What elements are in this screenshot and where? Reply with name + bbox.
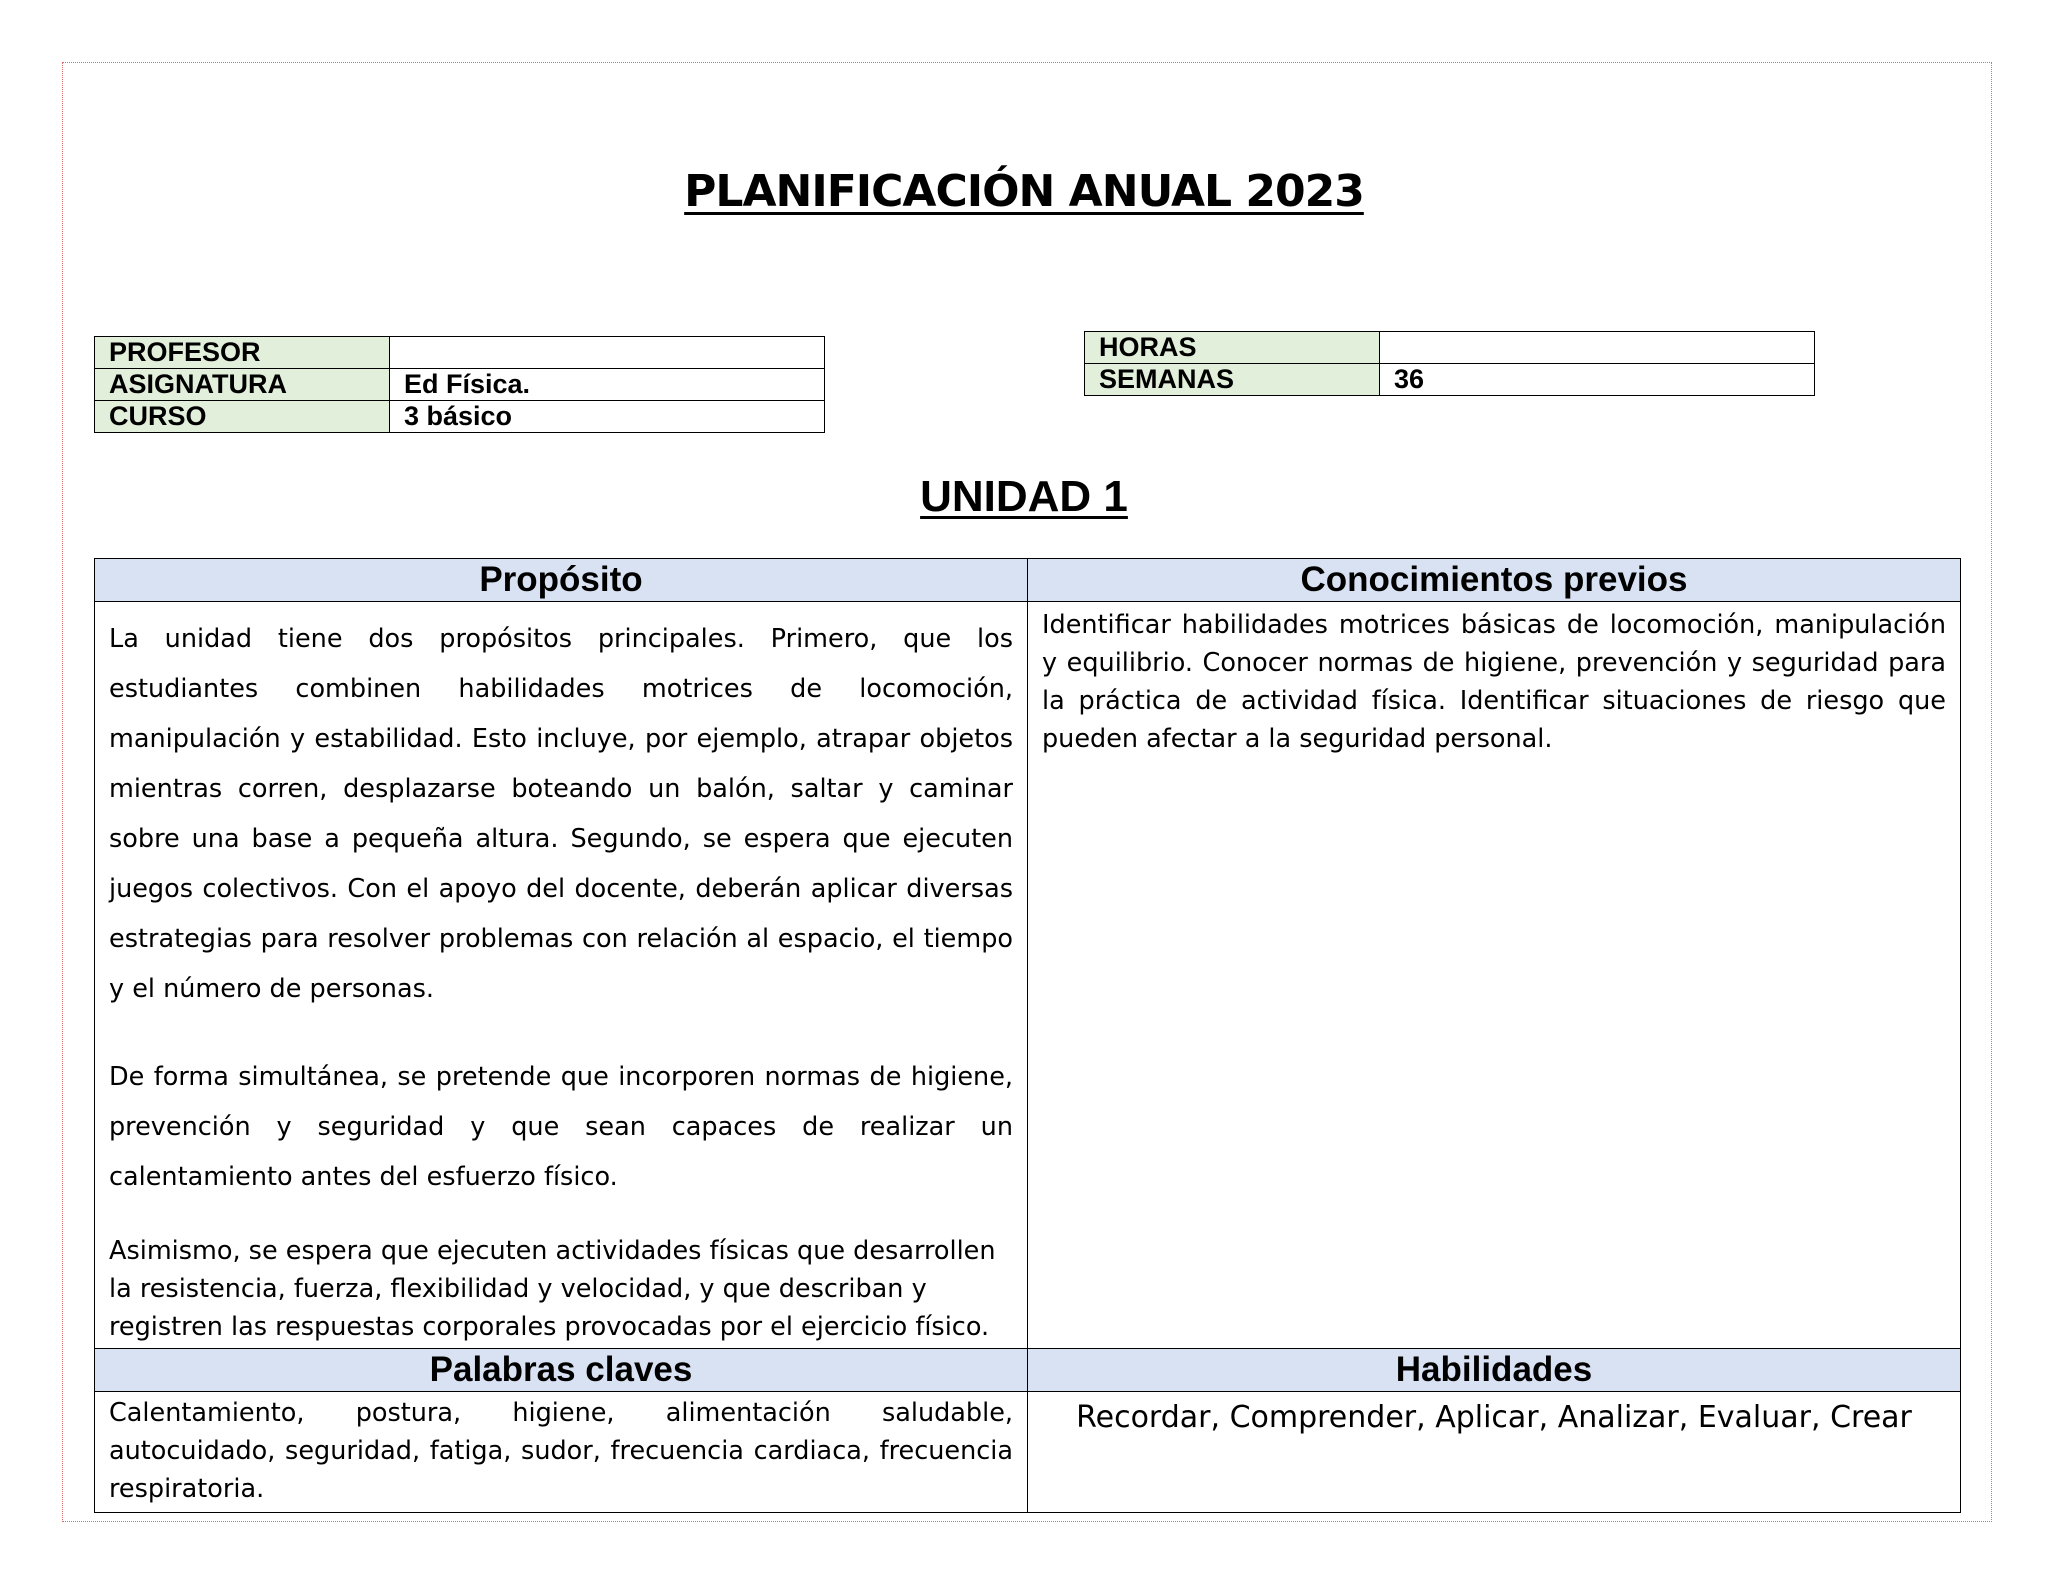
info-row-horas [1085,332,1815,364]
proposito-paragraph-3: Asimismo, se espera que ejecuten actividades físicas que desarrollen la resistencia, fuerza, flexibilidad y velocidad, y que describan y registren las respuestas corporales provocadas por el ejercicio físico. [109,1236,996,1342]
conocimientos-text: Identificar habilidades motrices básicas de locomoción, manipulación y equilibrio. Conocer normas de higiene, prevención y seguridad para la práctica de actividad física. Identificar situaciones de riesgo que pueden afectar a la seguridad personal. [1042,610,1946,754]
curso-value: 3 básico [390,401,825,433]
palabras-text: Calentamiento, postura, higiene, alimentación saludable, autocuidado, seguridad, fatiga, sudor, frecuencia cardiaca, frecuencia respiratoria. [109,1398,1013,1504]
proposito-header: Propósito [95,559,1028,602]
keywords-content-row [95,1392,1961,1513]
info-row-profesor [95,337,825,369]
semanas-value: 36 [1380,364,1815,396]
proposito-paragraph-1: La unidad tiene dos propósitos principales. Primero, que los estudiantes combinen habilidades motrices de locomoción, manipulación y estabilidad. Esto incluye, por ejemplo, atrapar objetos mientras corren, desplazarse boteando un balón, saltar y caminar sobre una base a pequeña altura. Segundo, se espera que ejecuten juegos colectivos. Con el apoyo del docente, deberán aplicar diversas estrategias para resolver problemas con relación al espacio, el tiempo y el número de personas. [109,624,1013,1004]
unit-title-text: UNIDAD 1 [920,472,1128,521]
unit-title [0,472,2048,522]
palabras-header: Palabras claves [95,1349,1028,1392]
asignatura-value: Ed Física. [390,369,825,401]
conocimientos-cell [1028,602,1961,1349]
curso-label: CURSO [95,401,390,433]
unit-header-row [95,559,1961,602]
keywords-header-row [95,1349,1961,1392]
info-row-asignatura [95,369,825,401]
horas-label: HORAS [1085,332,1380,364]
info-row-curso [95,401,825,433]
palabras-cell [95,1392,1028,1513]
info-table-right [1084,331,1815,396]
proposito-paragraph-2: De forma simultánea, se pretende que incorporen normas de higiene, prevención y seguridad y que sean capaces de realizar un calentamiento antes del esfuerzo físico. [109,1062,1013,1192]
document-title-text: PLANIFICACIÓN ANUAL 2023 [684,166,1364,217]
habilidades-text: Recordar, Comprender, Aplicar, Analizar, Evaluar, Crear [1076,1400,1912,1435]
habilidades-cell [1028,1392,1961,1513]
unit-table [94,558,1961,1513]
horas-value [1380,332,1815,364]
conocimientos-header: Conocimientos previos [1028,559,1961,602]
asignatura-label: ASIGNATURA [95,369,390,401]
profesor-value [390,337,825,369]
semanas-label: SEMANAS [1085,364,1380,396]
info-table-left [94,336,825,433]
profesor-label: PROFESOR [95,337,390,369]
document-title [0,166,2048,217]
info-row-semanas [1085,364,1815,396]
unit-content-row [95,602,1961,1349]
proposito-cell [95,602,1028,1349]
habilidades-header: Habilidades [1028,1349,1961,1392]
